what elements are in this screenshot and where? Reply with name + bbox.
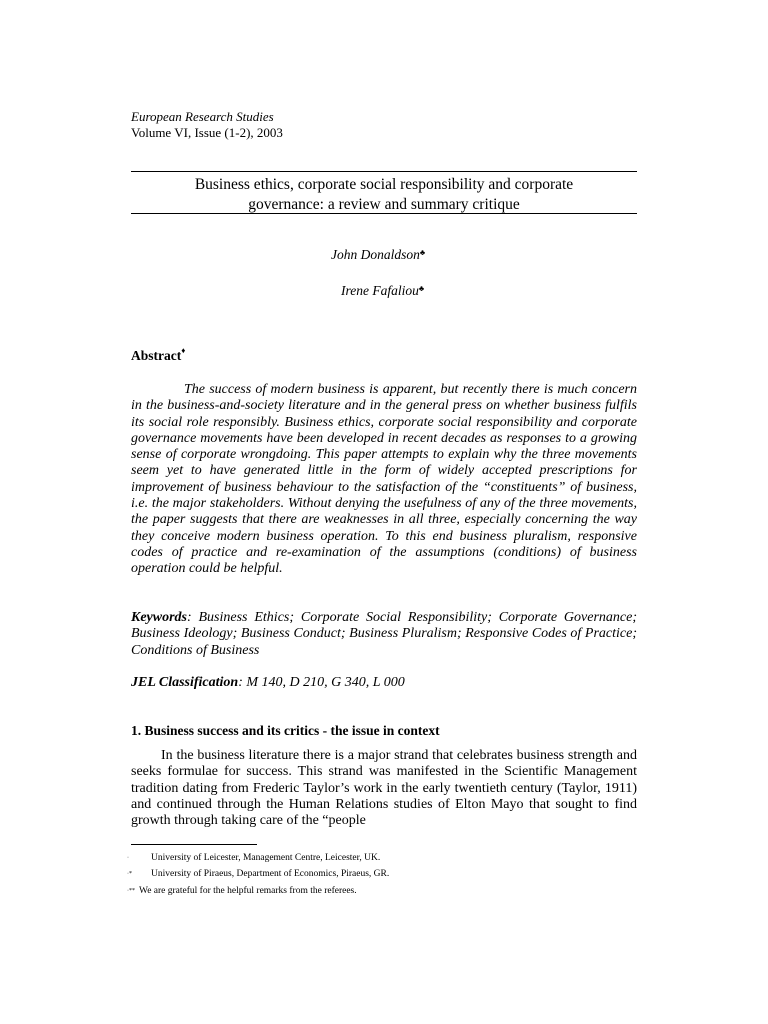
footnote-1-text: University of Leicester, Management Centre, Leicester, UK.: [151, 853, 381, 863]
title-line-1: Business ethics, corporate social responsibility and corporate: [194, 176, 574, 193]
title-line-2: governance: a review and summary critique: [248, 196, 520, 213]
author-1-mark: ♣: [419, 248, 426, 257]
footnote-1: [127, 852, 380, 864]
author-2-name: Irene Fafaliou: [341, 283, 419, 298]
footnote-rule: [131, 844, 257, 845]
footnote-2: [127, 868, 389, 880]
footnote-2-mark: ·*: [127, 871, 132, 877]
jel-label: JEL Classification: [131, 675, 239, 690]
author-2-mark: ♣: [418, 284, 425, 293]
abstract-heading-text: Abstract: [131, 348, 182, 363]
journal-volume: Volume VI, Issue (1-2), 2003: [131, 125, 283, 140]
keywords-text: : Business Ethics; Corporate Social Responsibility; Corporate Governance; Business Ideology; Business Conduct; Business Pluralism; Responsive Codes of Practice; Conditions of Business: [131, 610, 637, 658]
author-1: [331, 247, 425, 263]
jel-text: : M 140, D 210, G 340, L 000: [238, 675, 405, 690]
journal-header: [131, 109, 283, 141]
abstract-heading: [131, 348, 185, 364]
jel-classification: [131, 675, 405, 691]
footnote-1-mark: ·: [127, 855, 129, 861]
abstract-text: The success of modern business is apparent, but recently there is much concern in the business-and-society literature and in the general press on whether business fulfils its social role responsibly. Business ethics, corporate social responsibility and corporate governance movements have been developed in recent decades as responses to a growing sense of corporate wrongdoing. This paper attempts to explain why the three movements seem yet to have generated little in the form of widely accepted prescriptions for improvement of business behaviour to the satisfaction of the “constituents” of business, i.e. the major stakeholders. Without denying the usefulness of any of the three movements, the paper suggests that there are weaknesses in all three, especially concerning the way they conceive modern business operation. To this end business pluralism, responsive codes of practice and re-examination of the assumptions (conditions) of business operation could be helpful.: [131, 382, 637, 577]
abstract-heading-mark: ♦: [181, 346, 186, 355]
section-1-heading: 1. Business success and its critics - the issue in context: [131, 723, 440, 738]
section-1-text: In the business literature there is a major strand that celebrates business strength and seeks formulae for success. This strand was manifested in the Scientific Management tradition dating from Frederic Taylor’s work in the early twentieth century (Taylor, 1911) and continued through the Human Relations studies of Elton Mayo that sought to find growth through taking care of the “people: [131, 748, 637, 829]
journal-name: European Research Studies: [131, 109, 274, 124]
author-2: [341, 283, 424, 299]
footnote-3-text: We are grateful for the helpful remarks from the referees.: [139, 886, 357, 896]
paper-title: [131, 175, 637, 215]
author-1-name: John Donaldson: [331, 247, 420, 262]
footnote-3-mark: ·**: [127, 888, 135, 894]
keywords-label: Keywords: [131, 610, 187, 625]
footnote-3: [127, 885, 357, 897]
keywords: [131, 610, 637, 659]
title-rule-bottom: [131, 213, 637, 214]
title-rule-top: [131, 171, 637, 172]
footnote-2-text: University of Piraeus, Department of Economics, Piraeus, GR.: [151, 869, 390, 879]
